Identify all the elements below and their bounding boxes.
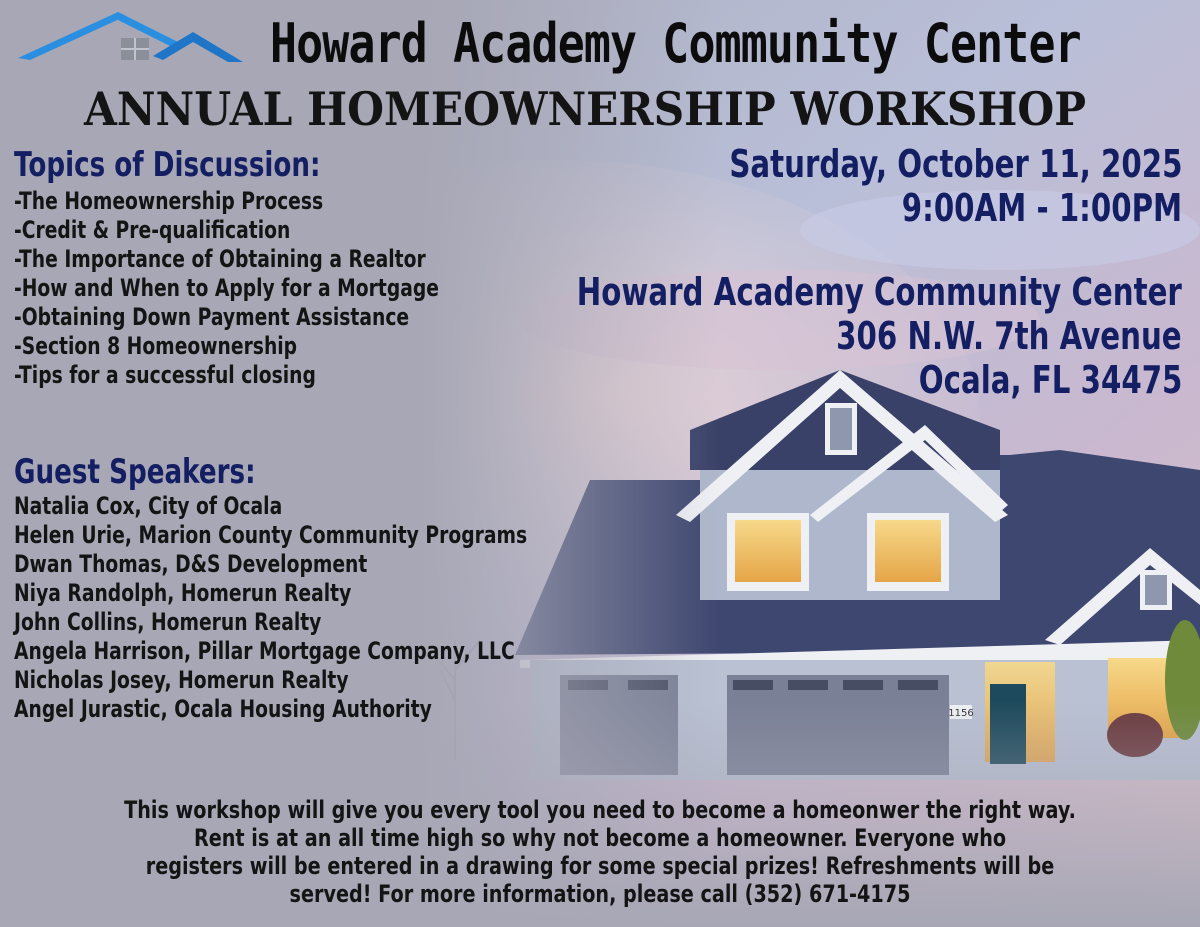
- event-date: Saturday, October 11, 2025: [728, 142, 1182, 186]
- footer-line: Rent is at an all time high so why not become a homeowner. Everyone who: [193, 824, 1007, 852]
- topics-heading: Topics of Discussion:: [14, 145, 321, 185]
- speaker-item: Niya Randolph, Homerun Realty: [14, 579, 352, 607]
- speaker-item: Angela Harrison, Pillar Mortgage Company, LLC: [14, 637, 515, 665]
- speaker-item: Natalia Cox, City of Ocala: [14, 492, 283, 520]
- speaker-item: Nicholas Josey, Homerun Realty: [14, 666, 349, 694]
- event-venue: Howard Academy Community Center: [576, 270, 1182, 314]
- event-address-city: Ocala, FL 34475: [918, 358, 1182, 402]
- topic-item: -Section 8 Homeownership: [14, 332, 298, 360]
- speaker-item: Angel Jurastic, Ocala Housing Authority: [14, 695, 432, 723]
- speaker-item: Helen Urie, Marion County Community Programs: [14, 521, 528, 549]
- topics-list: [14, 187, 439, 390]
- page-title: Howard Academy Community Center: [270, 12, 1081, 75]
- speaker-item: John Collins, Homerun Realty: [14, 608, 322, 636]
- topic-item: -Credit & Pre-qualification: [14, 216, 291, 244]
- event-address-street: 306 N.W. 7th Avenue: [836, 314, 1182, 358]
- workshop-subtitle: ANNUAL HOMEOWNERSHIP WORKSHOP: [84, 82, 1087, 136]
- topic-item: -How and When to Apply for a Mortgage: [14, 274, 439, 302]
- topic-item: -Tips for a successful closing: [14, 361, 316, 389]
- topic-item: -Obtaining Down Payment Assistance: [14, 303, 410, 331]
- speakers-heading: Guest Speakers:: [14, 452, 256, 492]
- footer-line: This workshop will give you every tool you need to become a homeonwer the right way.: [124, 796, 1076, 824]
- speaker-item: Dwan Thomas, D&S Development: [14, 550, 368, 578]
- speakers-list: [14, 492, 527, 724]
- event-time: 9:00AM - 1:00PM: [901, 186, 1182, 230]
- topic-item: -The Importance of Obtaining a Realtor: [14, 245, 426, 273]
- house-roof-logo: [18, 10, 248, 70]
- footer-line: registers will be entered in a drawing for some special prizes! Refreshments will be: [145, 852, 1055, 880]
- footer-description: [0, 796, 1200, 908]
- topic-item: -The Homeownership Process: [14, 187, 324, 215]
- footer-line: served! For more information, please call (352) 671-4175: [289, 880, 911, 908]
